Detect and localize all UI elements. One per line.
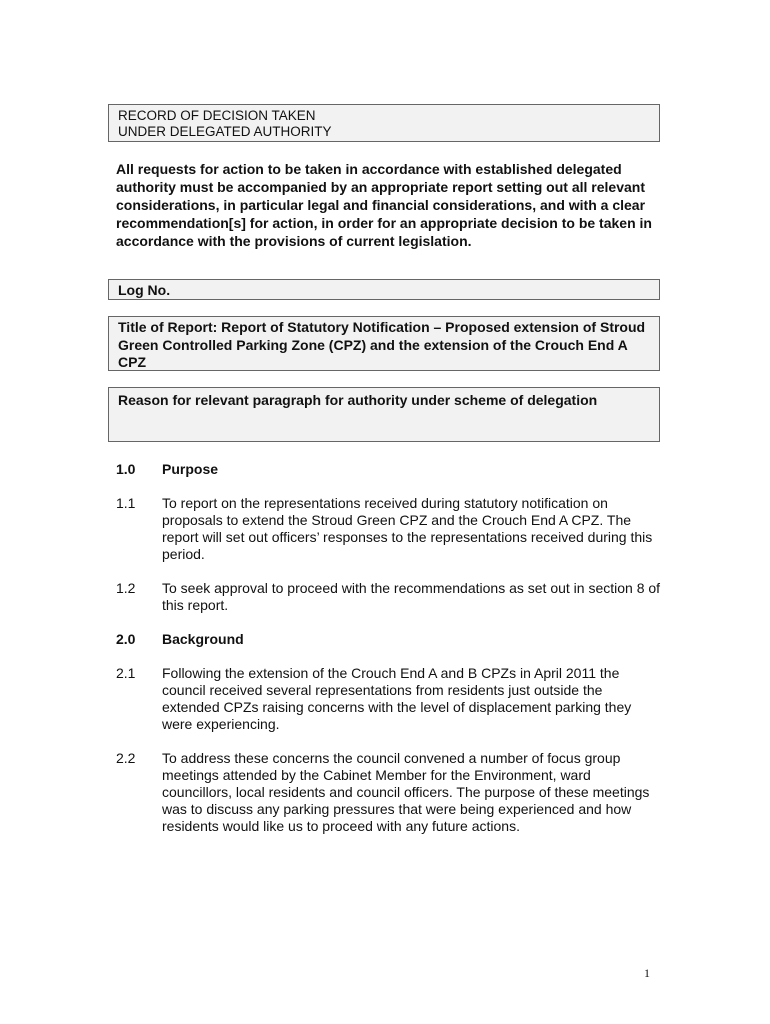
paragraph-text: Following the extension of the Crouch End A and B CPZs in April 2011 the council received several representations from residents just outside the extended CPZs raising concerns with the level of displacement parking they were experiencing. xyxy=(162,665,632,732)
record-title-line2: UNDER DELEGATED AUTHORITY xyxy=(118,124,332,139)
record-of-decision-box xyxy=(108,104,660,142)
section-title: Purpose xyxy=(162,461,219,477)
log-no-box xyxy=(108,279,660,300)
log-no-label: Log No. xyxy=(118,282,171,298)
reason-text: Reason for relevant paragraph for authority under scheme of delegation xyxy=(118,392,598,408)
title-of-report-text: Title of Report: Report of Statutory Notification – Proposed extension of Stroud Green Controlled Parking Zone (CPZ) and the extension of the Crouch End A CPZ xyxy=(118,319,646,370)
paragraph-number: 2.1 xyxy=(116,665,136,681)
paragraph-2-2 xyxy=(116,750,662,835)
reason-box xyxy=(108,387,660,442)
page-number: 1 xyxy=(644,966,650,980)
paragraph-number: 1.1 xyxy=(116,495,136,511)
paragraph-2-1 xyxy=(116,665,662,733)
intro-paragraph: All requests for action to be taken in accordance with established delegated authority must be accompanied by an appropriate report setting out all relevant considerations, in particular legal and financial considerations, and with a clear recommendation[s] for action, in order for an appropriate decision to be taken in accordance with the provisions of current legislation. xyxy=(116,161,652,249)
paragraph-number: 1.2 xyxy=(116,580,136,596)
paragraph-1-1 xyxy=(116,495,662,563)
paragraph-number: 2.2 xyxy=(116,750,136,766)
section-number: 1.0 xyxy=(116,461,136,477)
paragraph-text: To seek approval to proceed with the recommendations as set out in section 8 of this report. xyxy=(162,580,661,613)
paragraph-text: To address these concerns the council convened a number of focus group meetings attended by the Cabinet Member for the Environment, ward councillors, local residents and council officers. The purpose of these meetings was to discuss any parking pressures that were being experienced and how residents would like us to proceed with any future actions. xyxy=(162,750,650,834)
paragraph-text: To report on the representations received during statutory notification on proposals to extend the Stroud Green CPZ and the Crouch End A CPZ. The report will set out officers’ responses to the representations received during this period. xyxy=(162,495,653,562)
title-of-report-box xyxy=(108,316,660,371)
section-title: Background xyxy=(162,631,244,647)
section-number: 2.0 xyxy=(116,631,136,647)
record-title-line1: RECORD OF DECISION TAKEN xyxy=(118,108,316,123)
paragraph-1-2 xyxy=(116,580,662,614)
